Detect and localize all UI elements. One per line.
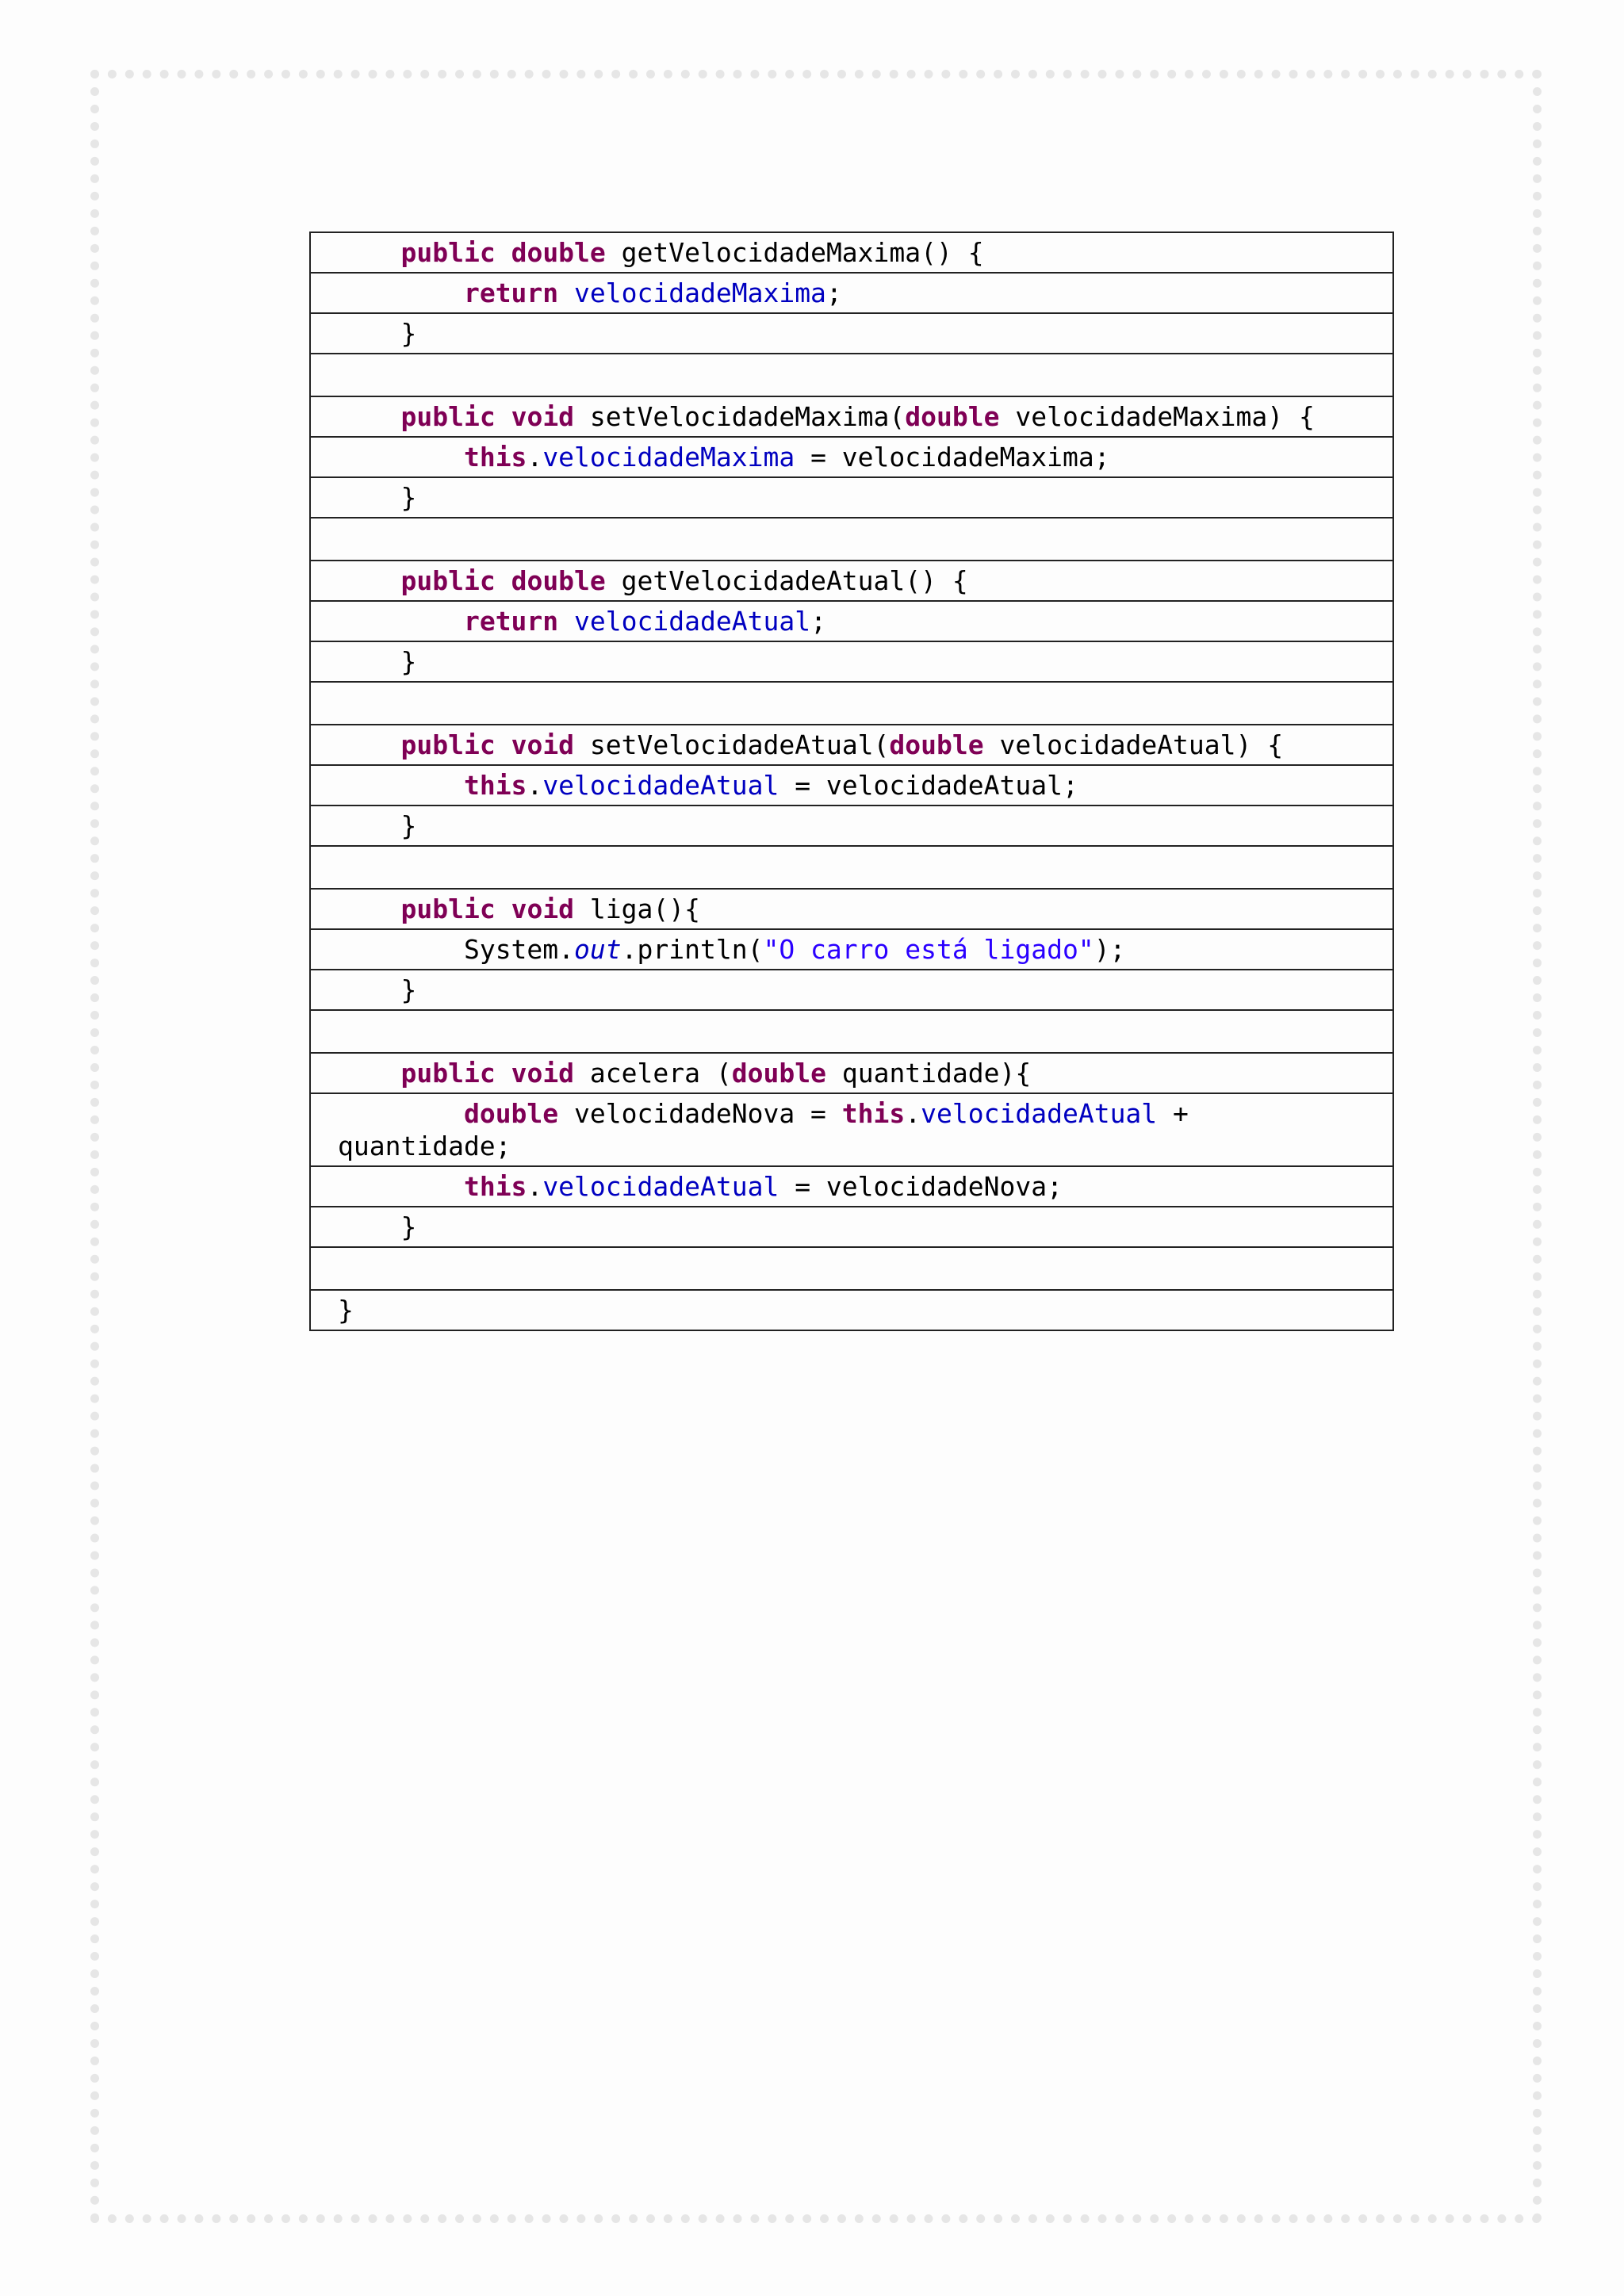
code-line (310, 601, 1393, 641)
code-token: .println( (621, 934, 764, 965)
code-line-row (310, 1053, 1393, 1093)
code-line (310, 561, 1393, 601)
code-token (338, 237, 400, 268)
code-token: setVelocidadeAtual( (574, 729, 890, 760)
code-token-kw: void (511, 1058, 575, 1089)
code-token: setVelocidadeMaxima( (574, 401, 906, 432)
code-line (310, 1207, 1393, 1247)
code-line (310, 641, 1393, 682)
code-line (310, 1247, 1393, 1290)
code-line-row (310, 846, 1393, 889)
code-token-kw: public (400, 401, 496, 432)
code-line (310, 682, 1393, 725)
code-token: = velocidadeMaxima; (795, 442, 1110, 473)
code-token: getVelocidadeAtual() { (605, 565, 968, 596)
code-token-kw: double (889, 729, 984, 760)
code-line-row (310, 313, 1393, 354)
code-line (310, 437, 1393, 477)
code-token: . (905, 1098, 921, 1129)
code-line-row (310, 273, 1393, 313)
code-line-row (310, 1093, 1393, 1166)
code-token-kw: void (511, 401, 575, 432)
code-token (496, 565, 511, 596)
code-token: } (338, 974, 417, 1005)
code-line-row (310, 929, 1393, 970)
code-token (338, 401, 400, 432)
code-token-kw: return (463, 606, 559, 637)
code-token-fld: velocidadeMaxima (574, 277, 826, 308)
code-token: = velocidadeAtual; (779, 770, 1078, 801)
code-token (558, 277, 574, 308)
code-token-kw: this (463, 442, 527, 473)
code-token: . (527, 770, 543, 801)
code-token: getVelocidadeMaxima() { (605, 237, 984, 268)
code-token-fld: velocidadeAtual (921, 1098, 1158, 1129)
code-token: . (527, 442, 543, 473)
code-line (310, 1010, 1393, 1053)
code-line-row (310, 601, 1393, 641)
code-listing-table (309, 232, 1394, 1331)
code-token-kw: public (400, 894, 496, 924)
code-token: ; (825, 277, 842, 308)
code-token: } (338, 1295, 354, 1326)
code-token (338, 1171, 464, 1202)
code-token-kw: public (400, 565, 496, 596)
code-line-row (310, 889, 1393, 929)
code-token-kw: double (511, 237, 606, 268)
code-token: } (338, 482, 417, 513)
code-line (310, 273, 1393, 313)
code-line-row (310, 561, 1393, 601)
code-line-row (310, 354, 1393, 396)
code-line (310, 806, 1393, 846)
code-token (338, 565, 400, 596)
code-token (496, 1058, 511, 1089)
code-token: ; (810, 606, 826, 637)
code-line (310, 765, 1393, 806)
code-line-row (310, 641, 1393, 682)
code-listing-body (310, 232, 1393, 1330)
code-token (338, 729, 400, 760)
code-token (496, 401, 511, 432)
code-token: liga(){ (574, 894, 701, 924)
code-line (310, 970, 1393, 1010)
code-line-row (310, 970, 1393, 1010)
code-token: } (338, 646, 417, 677)
code-line-row (310, 477, 1393, 518)
code-token (338, 606, 464, 637)
code-token-kw: public (400, 237, 496, 268)
code-token-str: "O carro está ligado" (763, 934, 1094, 965)
code-line-row (310, 682, 1393, 725)
code-token: ); (1094, 934, 1126, 965)
code-token (338, 277, 464, 308)
code-token: . (527, 1171, 543, 1202)
code-token-fld: velocidadeMaxima (542, 442, 795, 473)
code-token-kw: this (463, 770, 527, 801)
code-token: velocidadeNova = (558, 1098, 842, 1129)
code-line-row (310, 806, 1393, 846)
code-token: } (338, 318, 417, 349)
code-line (310, 477, 1393, 518)
code-token: quantidade){ (825, 1058, 1032, 1089)
code-token (496, 729, 511, 760)
code-token-kw: public (400, 729, 496, 760)
code-token-kw: return (463, 277, 559, 308)
code-token (338, 770, 464, 801)
code-line (310, 1093, 1393, 1166)
code-line-row (310, 437, 1393, 477)
code-line (310, 232, 1393, 273)
code-line-row (310, 1247, 1393, 1290)
code-token-static: out (574, 934, 622, 965)
code-token (496, 894, 511, 924)
code-line (310, 889, 1393, 929)
code-line-row (310, 518, 1393, 561)
code-token-kw: double (905, 401, 1000, 432)
code-token-kw: this (463, 1171, 527, 1202)
code-line-row (310, 232, 1393, 273)
code-token: velocidadeAtual) { (983, 729, 1284, 760)
code-line (310, 929, 1393, 970)
code-line (310, 846, 1393, 889)
code-line-row (310, 1166, 1393, 1207)
code-line (310, 313, 1393, 354)
code-line (310, 725, 1393, 765)
code-token: System. (338, 934, 575, 965)
code-token-kw: double (731, 1058, 826, 1089)
code-token: velocidadeMaxima) { (999, 401, 1315, 432)
code-token (338, 1098, 464, 1129)
code-token-kw: this (841, 1098, 906, 1129)
code-token: } (338, 810, 417, 841)
code-token: acelera ( (574, 1058, 732, 1089)
code-token: } (338, 1211, 417, 1242)
code-line (310, 396, 1393, 437)
code-line-row (310, 396, 1393, 437)
code-line-row (310, 1290, 1393, 1330)
code-token (496, 237, 511, 268)
code-line (310, 518, 1393, 561)
code-line (310, 1290, 1393, 1330)
code-token-fld: velocidadeAtual (542, 1171, 779, 1202)
code-token-fld: velocidadeAtual (574, 606, 811, 637)
code-token: + quantidade; (338, 1098, 1189, 1161)
code-token (338, 1058, 400, 1089)
code-token (558, 606, 574, 637)
code-token: = velocidadeNova; (779, 1171, 1063, 1202)
code-token-kw: public (400, 1058, 496, 1089)
code-line-row (310, 1207, 1393, 1247)
code-line (310, 1166, 1393, 1207)
code-token (338, 894, 400, 924)
code-line-row (310, 725, 1393, 765)
code-line (310, 1053, 1393, 1093)
code-line-row (310, 765, 1393, 806)
code-token-kw: double (463, 1098, 559, 1129)
code-token-kw: void (511, 729, 575, 760)
code-token-kw: void (511, 894, 575, 924)
code-token-kw: double (511, 565, 606, 596)
code-token (338, 442, 464, 473)
code-token-fld: velocidadeAtual (542, 770, 779, 801)
code-line-row (310, 1010, 1393, 1053)
code-line (310, 354, 1393, 396)
